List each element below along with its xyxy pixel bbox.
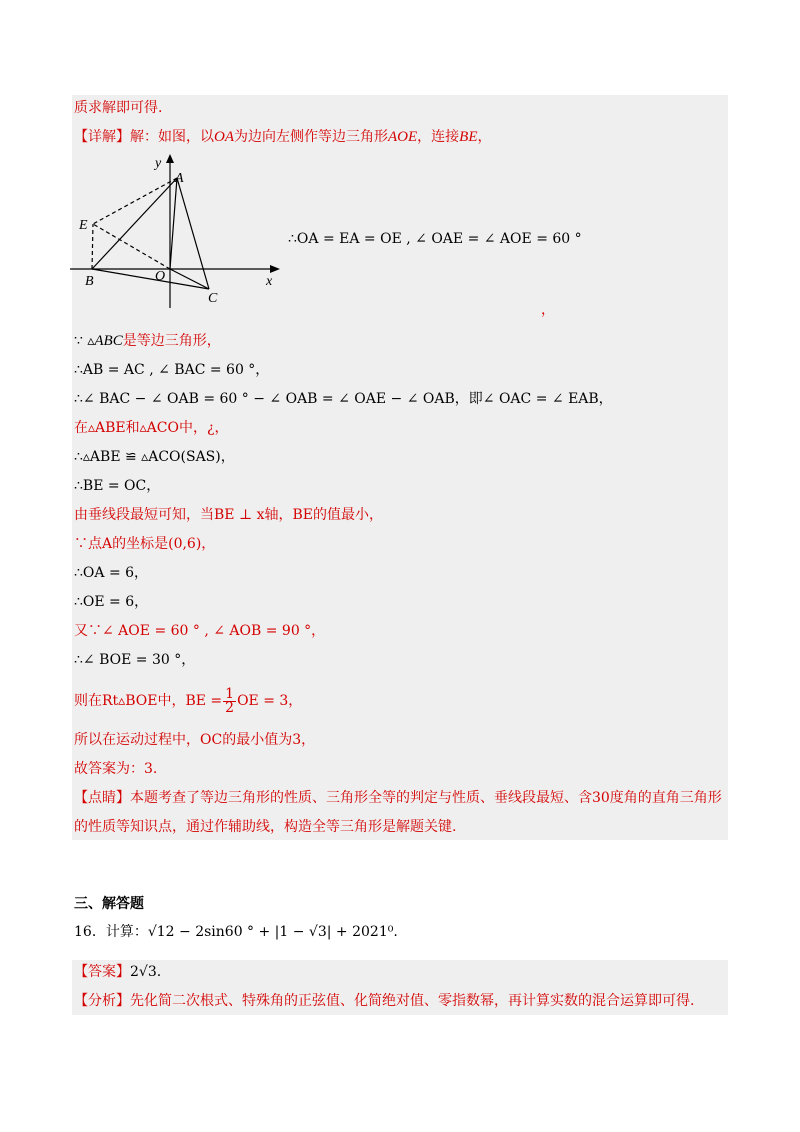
label-y: y (155, 156, 162, 171)
figure-equation: ∴OA = EA = OE , ∠ OAE = ∠ AOE = 60 ° (288, 231, 582, 247)
analysis-line (74, 991, 694, 1011)
detail-text-2: 为边向左侧作等边三角形 (234, 129, 388, 145)
fraction-half (223, 685, 236, 716)
x-arrow (270, 265, 280, 273)
detail-text-4: ， (477, 129, 492, 145)
figure-comma: ， (541, 302, 555, 318)
step-1 (74, 331, 221, 351)
comment-line-1 (74, 788, 722, 808)
detail-line (74, 127, 492, 147)
detail-var-aoe: AOE (388, 129, 418, 145)
conclusion-1: 所以在运动过程中，OC的最小值为3， (74, 732, 316, 748)
solution-line-0: 质求解即可得. (74, 100, 163, 116)
comment-text-1: 本题考查了等边三角形的性质、三角形全等的判定与性质、垂线段最短、含30度角的直角三角形 (130, 790, 722, 806)
step-2: ∴AB = AC , ∠ BAC = 60 °， (74, 362, 270, 378)
section-heading: 三、解答题 (74, 896, 144, 912)
conclusion-2: 故答案为：3. (74, 761, 158, 777)
geometry-figure (70, 152, 285, 310)
label-a: A (175, 171, 184, 186)
rt-line-pre: 则在Rt▵BOE中，BE = (74, 693, 223, 709)
detail-var-oa: OA (214, 129, 234, 145)
step-3: ∴∠ BAC − ∠ OAB = 60 ° − ∠ OAB = ∠ OAE − ∠ OAB，即∠ OAC = ∠ EAB， (74, 391, 613, 407)
question-16-expression: √12 − 2sin60 ° + |1 − √3| + 2021⁰. (147, 924, 398, 940)
rt-line-post: OE = 3， (237, 693, 303, 709)
rt-triangle-line (74, 684, 302, 718)
detail-text-3: ，连接 (417, 129, 460, 145)
label-c: C (208, 291, 218, 306)
segment-ac (177, 178, 209, 289)
segment-oe (93, 224, 170, 269)
answer-value: 2√3. (130, 964, 162, 980)
step-4: 在▵ABE和▵ACO中，¿， (74, 420, 229, 436)
detail-var-be: BE (459, 129, 478, 145)
segment-ao (170, 178, 177, 269)
segment-be (92, 224, 93, 269)
segment-ab (92, 178, 177, 269)
step-11: 又∵∠ AOE = 60 ° , ∠ AOB = 90 °， (74, 623, 326, 639)
fraction-numerator: 1 (225, 685, 235, 702)
answer-tag: 【答案】 (74, 964, 130, 980)
fraction-denominator: 2 (225, 699, 235, 716)
analysis-tag: 【分析】 (74, 993, 130, 1009)
label-b: B (85, 274, 94, 289)
step-1-symbol: ∵ ▵ (74, 333, 95, 349)
step-12: ∴∠ BOE = 30 °， (74, 652, 196, 668)
step-1-text: 是等边三角形， (122, 333, 221, 349)
step-7: 由垂线段最短可知，当BE ⊥ x轴，BE的值最小， (74, 507, 383, 523)
segment-ae (93, 178, 177, 224)
label-e: E (79, 218, 88, 233)
segment-bc (92, 269, 209, 289)
label-x: x (266, 274, 273, 289)
label-o: O (155, 269, 166, 284)
y-arrow (166, 154, 174, 163)
question-16 (74, 922, 398, 942)
answer-line (74, 962, 161, 982)
comment-line-2: 的性质等知识点，通过作辅助线，构造全等三角形是解题关键. (74, 819, 457, 835)
step-6: ∴BE = OC， (74, 478, 161, 494)
step-9: ∴OA = 6， (74, 565, 149, 581)
detail-text-1: 解：如图，以 (130, 129, 214, 145)
step-5: ∴▵ABE ≌ ▵ACO(SAS)， (74, 449, 235, 465)
step-1-var: ABC (94, 333, 123, 349)
step-10: ∴OE = 6， (74, 594, 149, 610)
analysis-text: 先化简二次根式、特殊角的正弦值、化简绝对值、零指数幂，再计算实数的混合运算即可得. (130, 993, 695, 1009)
step-8: ∵点A的坐标是(0,6)， (74, 536, 216, 552)
detail-tag: 【详解】 (74, 129, 130, 145)
comment-tag: 【点睛】 (74, 790, 130, 806)
question-16-prefix: 16．计算： (74, 924, 148, 940)
